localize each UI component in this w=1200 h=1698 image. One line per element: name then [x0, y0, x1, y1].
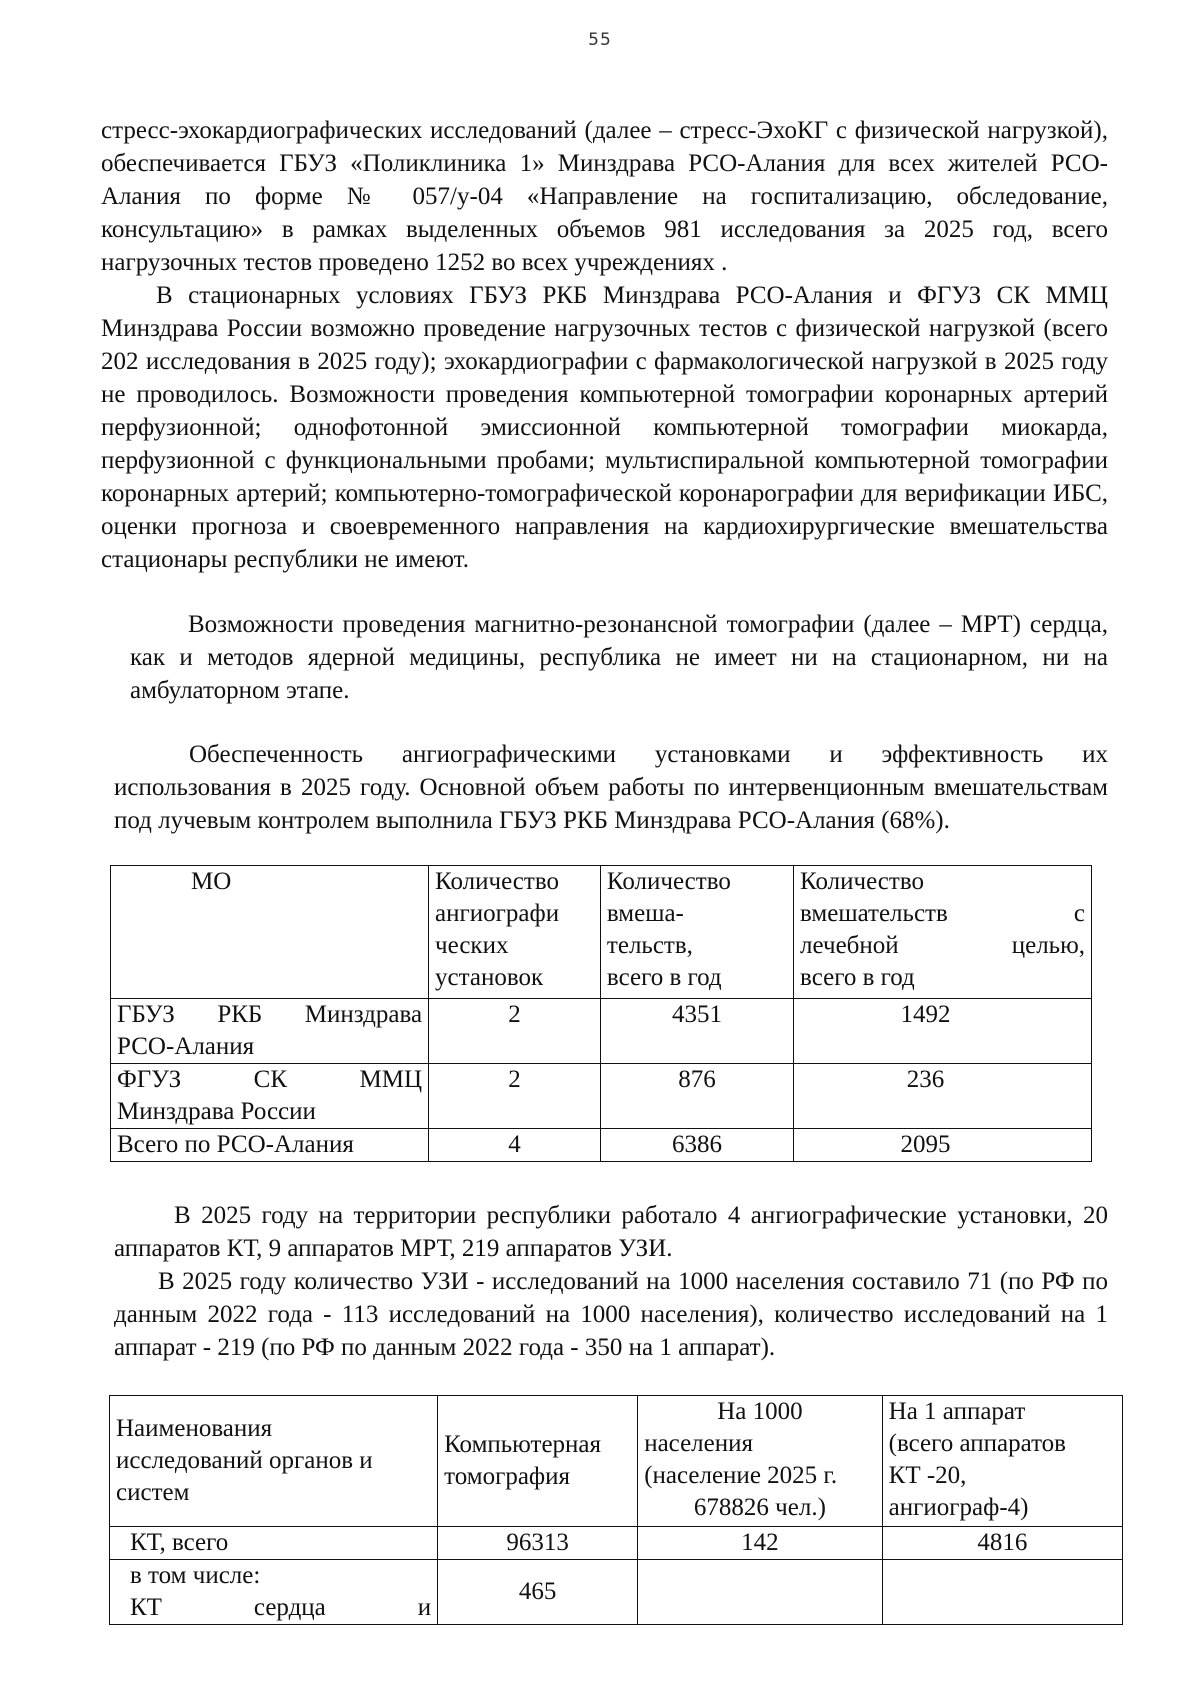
cell-line: РСО-Алания	[117, 1033, 255, 1060]
cell-line: ФГУЗ СК ММЦ	[117, 1066, 423, 1093]
cell-therapeutic: 1492	[794, 999, 1092, 1064]
header-line: (население 2025 г.	[644, 1462, 838, 1489]
paragraph-mri: Возможности проведения магнитно-резонансной томографии (далее – МРТ) сердца, как и методов ядерной медицины, республика не имеет ни на стационарном, ни на амбулаторном этапе.	[130, 611, 1108, 704]
cell-mo	[111, 1064, 429, 1129]
cell-per-device	[882, 1560, 1122, 1625]
header-line: Компьютерная	[444, 1431, 602, 1458]
header-line: систем	[116, 1479, 190, 1506]
table-header-row	[110, 1396, 1123, 1527]
header-per-device	[882, 1396, 1122, 1527]
cell-line: КТ сердца и	[130, 1594, 432, 1621]
page-number: 55	[588, 30, 612, 50]
header-line: вмешательств с	[800, 900, 1085, 927]
header-line: ангиограф-4)	[888, 1494, 1029, 1521]
cell-interventions: 4351	[600, 999, 793, 1064]
cell-interventions: 6386	[600, 1129, 793, 1162]
cell-line: Минздрава России	[117, 1098, 316, 1125]
header-line: Наименования	[116, 1415, 273, 1442]
cell-mo: Всего по РСО-Алания	[111, 1129, 429, 1162]
cell-per-1000: 142	[638, 1527, 882, 1560]
cell-therapeutic: 2095	[794, 1129, 1092, 1162]
cell-units: 2	[429, 999, 601, 1064]
cell-per-1000	[638, 1560, 882, 1625]
table-row-total	[111, 1129, 1092, 1162]
paragraph-stress-echo: стресс-эхокардиографических исследований (далее – стресс-ЭхоКГ с физической нагрузкой), обеспечивается ГБУЗ «Поликлиника 1» Минздрава РСО-Алания для всех жителей РСО-Алания по форме № 057/у-04 «Направление на госпитализацию, обследование, консультацию» в рамках выделенных объемов 981 исследования за 2025 год, всего нагрузочных тестов проведено 1252 во всех учреждениях .	[101, 117, 1108, 276]
header-line: На 1 аппарат	[888, 1398, 1026, 1425]
header-line: Количество	[800, 868, 924, 895]
table-row	[111, 1064, 1092, 1129]
ct-table	[109, 1395, 1123, 1625]
header-line: ческих	[435, 932, 509, 959]
header-mo: МО	[111, 866, 429, 999]
header-line: Количество	[606, 868, 731, 895]
header-line: Количество	[435, 868, 559, 895]
header-interventions	[600, 866, 793, 999]
header-line: населения	[644, 1430, 753, 1457]
header-per-1000	[638, 1396, 882, 1527]
cell-mo	[111, 999, 429, 1064]
cell-ct: 465	[438, 1560, 638, 1625]
header-line: лечебной целью,	[800, 932, 1085, 959]
cell-study-name: КТ, всего	[110, 1527, 438, 1560]
paragraph-angiography: Обеспеченность ангиографическими установками и эффективность их использования в 2025 году. Основной объем работы по интервенционным вмешательствам под лучевым контролем выполнила ГБУЗ РКБ Минздрава РСО-Алания (68%).	[114, 741, 1108, 834]
header-units	[429, 866, 601, 999]
header-line: ангиографи	[435, 900, 560, 927]
table-row	[110, 1560, 1123, 1625]
cell-per-device: 4816	[882, 1527, 1122, 1560]
header-line: томография	[444, 1463, 570, 1490]
paragraph-equipment: В 2025 году на территории республики работало 4 ангиографические установки, 20 аппаратов КТ, 9 аппаратов МРТ, 219 аппаратов УЗИ.	[114, 1202, 1108, 1262]
cell-line: в том числе:	[130, 1562, 261, 1589]
header-line: тельств,	[606, 932, 693, 959]
cell-ct: 96313	[438, 1527, 638, 1560]
header-line: вмеша-	[606, 900, 684, 927]
table-row	[111, 999, 1092, 1064]
cell-units: 2	[429, 1064, 601, 1129]
header-therapeutic	[794, 866, 1092, 999]
cell-interventions: 876	[600, 1064, 793, 1129]
header-line: исследований органов и	[116, 1447, 373, 1474]
cell-study-name	[110, 1560, 438, 1625]
paragraph-inpatient-tests: В стационарных условиях ГБУЗ РКБ Минздрава РСО-Алания и ФГУЗ СК ММЦ Минздрава России возможно проведение нагрузочных тестов с физической нагрузкой (всего 202 исследования в 2025 году); эхокардиографии с фармакологической нагрузкой в 2025 году не проводилось. Возможности проведения компьютерной томографии коронарных артерий перфузионной; однофотонной эмиссионной компьютерной томографии миокарда, перфузионной с функциональными пробами; мультиспиральной компьютерной томографии коронарных артерий; компьютерно-томографической коронарографии для верификации ИБС, оценки прогноза и своевременного направления на кардиохирургические вмешательства стационары республики не имеют.	[101, 282, 1108, 573]
angiography-table	[110, 865, 1092, 1162]
cell-therapeutic: 236	[794, 1064, 1092, 1129]
cell-units: 4	[429, 1129, 601, 1162]
header-ct	[438, 1396, 638, 1527]
header-line: КТ -20,	[888, 1462, 967, 1489]
header-line: всего в год	[800, 964, 915, 991]
table-header-row	[111, 866, 1092, 999]
header-line: всего в год	[606, 964, 722, 991]
header-line: 678826 чел.)	[693, 1494, 826, 1521]
cell-line: ГБУЗ РКБ Минздрава	[117, 1001, 423, 1028]
table-row	[110, 1527, 1123, 1560]
header-line: установок	[435, 964, 544, 991]
header-study-name	[110, 1396, 438, 1527]
paragraph-ultrasound: В 2025 году количество УЗИ - исследований на 1000 населения составило 71 (по РФ по данным 2022 года - 113 исследований на 1000 населения), количество исследований на 1 аппарат - 219 (по РФ по данным 2022 года - 350 на 1 аппарат).	[114, 1268, 1108, 1361]
header-line: (всего аппаратов	[888, 1430, 1066, 1457]
header-line: На 1000	[717, 1398, 803, 1425]
